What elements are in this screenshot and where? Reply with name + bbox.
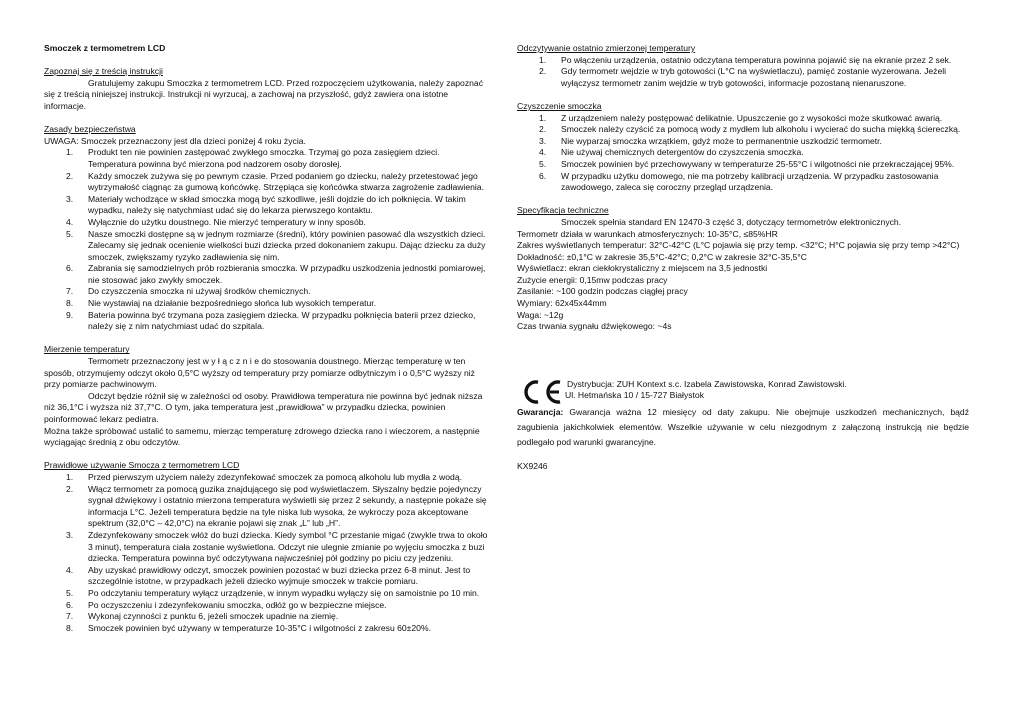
specs-standard: Smoczek spełnia standard EN 12470-3 część 3, dotyczący termometrów elektronicznych.	[561, 216, 902, 227]
list-item: 1. Po włączeniu urządzenia, ostatnio odczytana temperatura powinna pojawić się na ekranie przez 2 sek.	[539, 54, 952, 65]
list-item: 5. Nasze smoczki dostępne są w jednym rozmiarze (średni), który powinien pasować dla wszystkich dzieci. Zalecamy się jednak ocenienie wielkości buzi dziecka przed dokonaniem zakupu. Dając dziecku za duży smoczek, zwiększamy ryzyko zadławienia się nim.	[66, 228, 486, 262]
list-item: 1. Przed pierwszym użyciem należy zdezynfekować smoczek za pomocą alkoholu lub mydła z wodą.	[66, 471, 462, 482]
warranty-body: Gwarancja ważna 12 miesięcy od daty zakupu. Nie obejmuje uszkodzeń mechanicznych, bądź zagubienia jakichkolwiek elementów. Wszelkie używanie w celu niezgodnym z załączoną instrukcją nie będzie podlegało pod warunki gwarancyjne.	[517, 406, 969, 447]
list-item: 3. Materiały wchodzące w skład smoczka mogą być szkodliwe, jeśli dojdzie do ich połknięcia. W takim wypadku, należy się natychmiast udać się do lekarza pierwszego kontaktu.	[66, 193, 466, 216]
document-title: Smoczek z termometrem LCD	[44, 43, 166, 53]
last-reading-list	[517, 55, 969, 90]
list-item: 4. Aby uzyskać prawidłowy odczyt, smoczek powinien pozostać w buzi dziecka przez 6-8 minut. Jest to szczególnie istotne, w przypadkach jeżeli dziecko wyjmuje smoczek w trakcie pomiaru.	[66, 564, 471, 587]
list-item: 2. Smoczek należy czyścić za pomocą wody z mydłem lub alkoholu i wycierać do sucha miękką ściereczką.	[539, 124, 961, 135]
model-number: KX9246	[517, 461, 548, 472]
list-item: 4. Wyłącznie do użytku doustnego. Nie mierzyć temperatury w inny sposób.	[66, 216, 366, 227]
list-item: 3. Nie wyparzaj smoczka wrzątkiem, gdyż może to permanentnie uszkodzić termometr.	[539, 135, 882, 146]
measurement-paragraph-1: Termometr przeznaczony jest w y ł ą c z n i e do stosowania doustnego. Mierząc temperaturę w ten sposób, otrzymujemy odczyt około 0,5°C wyższy od temperatury przy pomiarze odbytniczym i o 0,5°C wyższy niż przy pomiarze pachwinowym.	[44, 356, 475, 390]
list-item: 9. Bateria powinna być trzymana poza zasięgiem dziecka. W przypadku połknięcia baterii przez dziecko, należy się z nim natychmiast udać do szpitala.	[66, 309, 476, 332]
spec-line: Czas trwania sygnału dźwiękowego: ~4s	[517, 321, 672, 332]
spec-line: Dokładność: ±0,1°C w zakresie 35,5°C-42°C; 0,2°C w zakresie 32°C-35,5°C	[517, 251, 807, 262]
list-item: 2. Każdy smoczek zużywa się po pewnym czasie. Przed podaniem go dziecku, należy przetestować jego wytrzymałość ciągnąc za gumową końcówkę. Strzępiąca się końcówka stwarza zagrożenie zadławienia.	[66, 170, 484, 193]
list-item: 8. Smoczek powinien być używany w temperaturze 10-35°C i wilgotności z zakresu 60±20%.	[66, 622, 431, 633]
list-item: 4. Nie używaj chemicznych detergentów do czyszczenia smoczka.	[539, 147, 804, 158]
list-item: 2. Gdy termometr wejdzie w tryb gotowości (L°C na wyświetlaczu), pamięć zostanie wyzerowana. Jeżeli wyłączysz termometr zanim wejdzie w tryb gotowości, informacje pozostaną nienaruszone.	[539, 66, 947, 88]
left-column	[44, 43, 488, 634]
safety-heading: Zasady bezpieczeństwa	[44, 124, 136, 135]
spec-line: Wymiary: 62x45x44mm	[517, 298, 607, 309]
last-reading-heading: Odczytywanie ostatnio zmierzonej temperatury	[517, 43, 696, 53]
list-item: 6. W przypadku użytku domowego, nie ma potrzeby kalibracji urządzenia. W przypadku zastosowania zawodowego, zaleca się coroczny przegląd urządzenia.	[539, 170, 939, 193]
list-item: 5. Smoczek powinien być przechowywany w temperaturze 25-55°C i wilgotności nie przekraczającej 95%.	[539, 158, 955, 169]
spec-line: Zasilanie: ~100 godzin podczas ciągłej pracy	[517, 286, 688, 297]
distributor-address: Ul. Hetmańska 10 / 15-727 Białystok	[565, 390, 704, 401]
spec-line: Termometr działa w warunkach atmosferycznych: 10-35°C, ≤85%HR	[517, 228, 778, 239]
spec-line: Zakres wyświetlanych temperatur: 32°C-42°C (L°C pojawia się przy temp. <32°C; H°C pojawia się przy temp >42°C)	[517, 240, 960, 251]
list-item: 7. Do czyszczenia smoczka ni używaj środków chemicznych.	[66, 286, 311, 297]
warranty-label: Gwarancja:	[517, 406, 564, 417]
list-item: 2. Włącz termometr za pomocą guzika znajdującego się pod wyświetlaczem. Słyszalny będzie pojedynczy sygnał dźwiękowy i ostatnio mierzona temperatura wyświetli się przez 2 sekundy, a następnie pokaże się informacja L°C. Jeżeli temperatura będzie na tyle niska lub wysoka, że wykroczy poza akceptowane spektrum (32,0°C – 42,0°C) na ekranie pojawi się znak „L” lub „H”.	[66, 483, 487, 529]
list-item: 1. Produkt ten nie powinien zastępować zwykłego smoczka. Trzymaj go poza zasięgiem dzieci. Temperatura powinna być mierzona pod nadzorem osoby dorosłej.	[66, 147, 440, 169]
cleaning-list	[517, 113, 969, 194]
list-item: 6. Po oczyszczeniu i zdezynfekowaniu smoczka, odłóż go w bezpieczne miejsce.	[66, 599, 387, 610]
usage-heading: Prawidłowe używanie Smocza z termometrem LCD	[44, 460, 240, 471]
intro-text: Gratulujemy zakupu Smoczka z termometrem LCD. Przed rozpoczęciem użytkowania, należy zapoznać się z treścią niniejszej instrukcji. Instrukcji ni wyrzucaj, a zachowaj na przyszłość, gdyż zawiera ona istotne informacje.	[44, 77, 483, 111]
list-item: 7. Wykonaj czynności z punktu 6, jeżeli smoczek upadnie na ziemię.	[66, 611, 339, 622]
specs-heading: Specyfikacja techniczne	[517, 205, 609, 216]
list-item: 1. Z urządzeniem należy postępować delikatnie. Upuszczenie go z wysokości może skutkować awarią.	[539, 112, 943, 123]
measurement-paragraph-2: Odczyt będzie różnił się w zależności od osoby. Prawidłowa temperatura nie powinna być jednak niższa niż 36,1°C i wyższa niż 37,7°C. O tym, jaka temperatura jest „prawidłowa” w przypadku dziecka, powinien poinformować lekarz pediatra.	[44, 390, 483, 424]
intro-heading: Zapoznaj się z treścią instrukcji	[44, 66, 163, 77]
measurement-heading: Mierzenie temperatury	[44, 344, 130, 355]
safety-warning: UWAGA: Smoczek przeznaczony jest dla dzieci poniżej 4 roku życia.	[44, 135, 306, 146]
list-item: 5. Po odczytaniu temperatury wyłącz urządzenie, w innym wypadku wyłączy się on samoistnie po 10 min.	[66, 587, 480, 598]
list-item: 8. Nie wystawiaj na działanie bezpośredniego słońca lub wysokich temperatur.	[66, 298, 377, 309]
spec-line: Wyświetlacz: ekran ciekłokrystaliczny z miejscem na 3,5 jednostki	[517, 263, 768, 274]
warranty-text	[517, 405, 969, 450]
cleaning-heading: Czyszczenie smoczka	[517, 100, 602, 111]
list-item: 3. Zdezynfekowany smoczek włóż do buzi dziecka. Kiedy symbol °C przestanie migać (zwykle trwa to około 3 minut), temperatura ciała zostanie wyświetlona. Odczyt nie ulegnie zmianie po wyjęciu smoczka z buzi dziecka. Temperatura powinna być odczytywana najwcześniej pół godziny po piciu czy jedzeniu.	[66, 529, 488, 564]
spec-line: Waga: ~12g	[517, 309, 564, 320]
distributor-text: Dystrybucja: ZUH Kontext s.c. Izabela Zawistowska, Konrad Zawistowski.	[567, 378, 847, 389]
list-item: 6. Zabrania się samodzielnych prób rozbierania smoczka. W przypadku uszkodzenia jednostki pomiarowej, nie stosować jako zwykły smoczek.	[66, 263, 486, 285]
distribution-block	[517, 379, 969, 405]
safety-list	[44, 147, 488, 333]
right-column	[517, 43, 969, 473]
measurement-paragraph-3: Można także spróbować ustalić to samemu, mierząc temperaturę zdrowego dziecka rano i wieczorem, a następnie wyciągając średnią z obu odczytów.	[44, 425, 480, 448]
spec-line: Zużycie energii: 0,15mw podczas pracy	[517, 274, 668, 285]
usage-list	[44, 472, 488, 634]
ce-mark-icon	[517, 379, 563, 405]
